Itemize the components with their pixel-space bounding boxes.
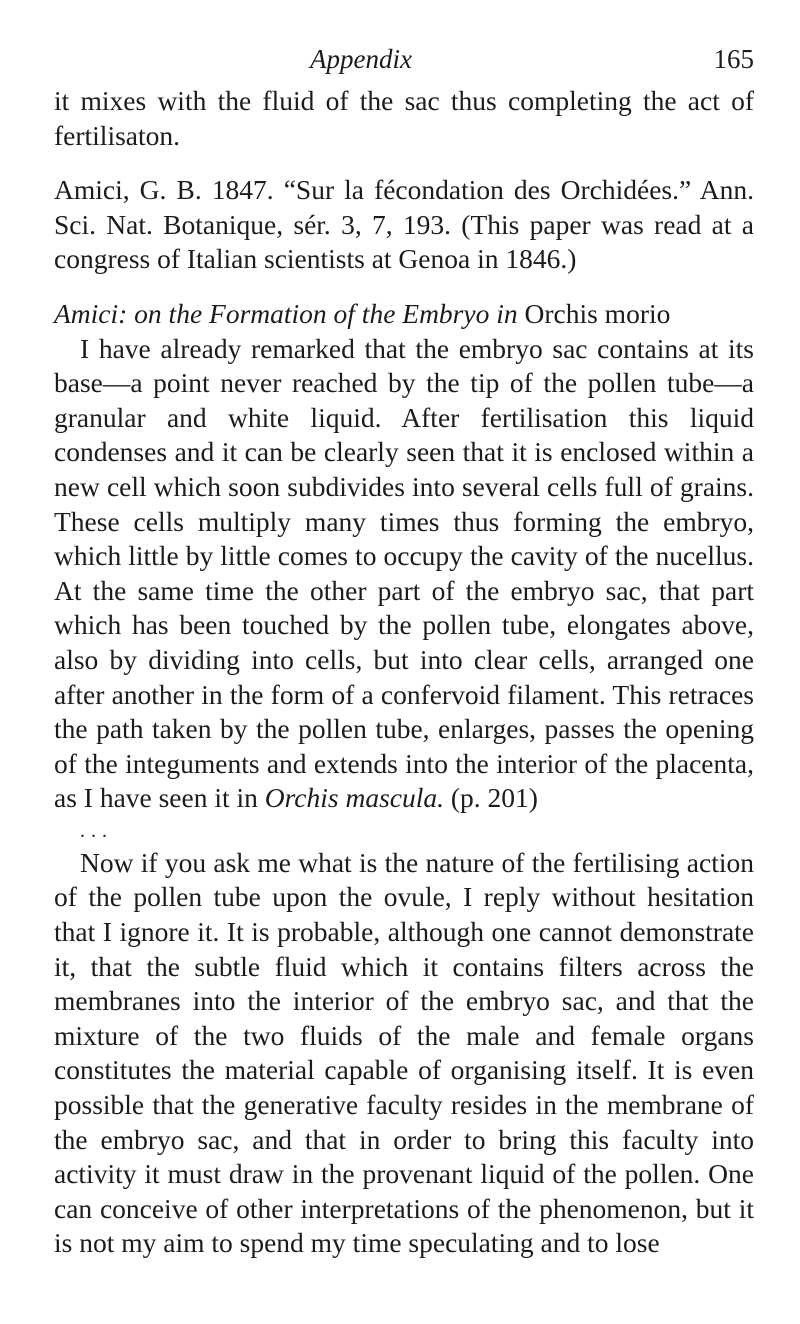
body-paragraph-2: Now if you ask me what is the nature of the fertilising action of the pollen tube upon the ovule, I reply without hesitation that I ignore it. It is probable, although one cannot demonstrate it, that the subtle fluid which it contains filters across the membranes into the interior of the embryo sac, and that the mixture of the two fluids of the male and female organs constitutes the material capable of organising itself. It is even possible that the generative faculty resides in the membrane of the embryo sac, and that in order to bring this faculty into activity it must draw in the provenant liquid of the pollen. One can conceive of other interpretations of the phenomenon, but it is not my aim to spend my time speculating and to lose	[54, 846, 754, 1259]
running-head	[54, 44, 754, 84]
opening-paragraph: it mixes with the fluid of the sac thus completing the act of fertilisaton.	[54, 85, 754, 151]
ellipsis-marker: ...	[80, 819, 113, 842]
book-page	[54, 44, 754, 1261]
section-heading-italic: Amici: on the Formation of the Embryo in	[54, 297, 518, 329]
species-name: Orchis mascula.	[264, 782, 445, 814]
page-reference: (p. 201)	[450, 782, 538, 814]
body-paragraph-1-text: I have already remarked that the embryo sac contains at its base—a point never reached by the tip of the pollen tube—a granular and white liquid. After fertilisation this liquid condenses and it can be clearly seen that it is enclosed within a new cell which soon subdivides into several cells full of grains. These cells multiply many times thus forming the embryo, which little by little comes to occupy the cavity of the nucellus. At the same time the other part of the embryo sac, that part which has been touched by the pollen tube, elongates above, also by dividing into cells, but into clear cells, arranged one after another in the form of a confervoid filament. This retraces the path taken by the pollen tube, enlarges, passes the opening of the integuments and extends into the interior of the placenta, as I have seen it in	[54, 332, 754, 814]
page-number: 165	[713, 44, 754, 74]
body-paragraph-1	[54, 332, 754, 816]
running-head-title: Appendix	[310, 44, 412, 74]
section-heading	[54, 297, 754, 332]
citation-paragraph: Amici, G. B. 1847. “Sur la fécondation des Orchidées.” Ann. Sci. Nat. Botanique, sér. 3, 7, 193. (This paper was read at a congress of Italian scientists at Genoa in 1846.)	[54, 174, 754, 275]
section-heading-roman: Orchis morio	[524, 297, 671, 329]
